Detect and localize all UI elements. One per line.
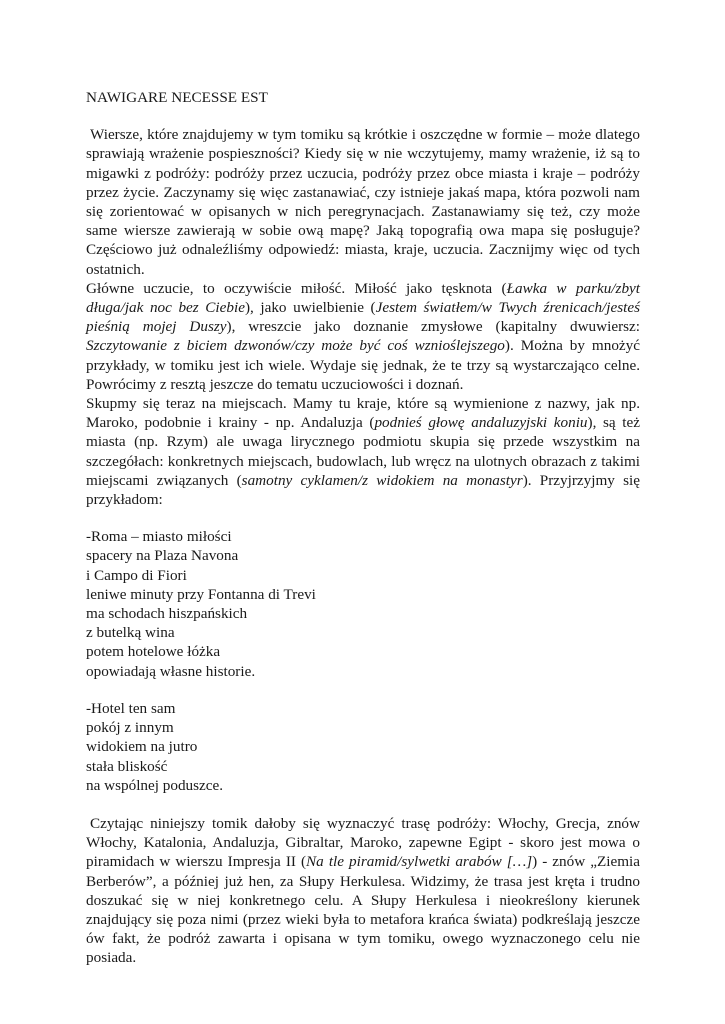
poem-line: -Roma – miasto miłości bbox=[86, 528, 232, 546]
text-run: ). Można by mnożyć przykłady, w tomiku jest ich wiele. Wydaje się jednak, że te trzy są wystarczająco celne. Powrócimy z resztą jeszcze do tematu uczuciowości i doznań. bbox=[86, 337, 641, 393]
poem-line: -Hotel ten sam bbox=[86, 699, 176, 717]
poem-line: potem hotelowe łóżka bbox=[86, 643, 221, 661]
poem-line: na wspólnej poduszce. bbox=[86, 776, 224, 794]
paragraph-feelings bbox=[86, 279, 640, 394]
quote-italic: samotny cyklamen/z widokiem na monastyr bbox=[241, 471, 523, 489]
text-run: ), są też miasta (np. Rzym) ale uwaga lirycznego podmiotu skupia się przede wszystkim na szczegółach: konkretnych miejscach, budowlach, lub wręcz na ulotnych obrazach z takimi miejscami związanych ( bbox=[86, 414, 640, 489]
poem-line: pokój z innym bbox=[86, 719, 174, 737]
text-run: ). Przyjrzyjmy się przykładom: bbox=[86, 471, 640, 509]
quote-italic: Jestem światłem/w Twych źrenicach/jesteś pieśnią mojej Duszy bbox=[86, 299, 640, 336]
document-page bbox=[86, 88, 640, 968]
poem-line: widokiem na jutro bbox=[86, 738, 198, 756]
quote-italic: Szczytowanie z biciem dzwonów/czy może być coś wznioślejszego bbox=[86, 337, 505, 355]
poem-line: stała bliskość bbox=[86, 757, 168, 775]
quote-italic: Ławka w parku/zbyt długa/jak noc bez Ciebie bbox=[86, 279, 640, 317]
text-run: Czytając niniejszy tomik dałoby się wyznaczyć trasę podróży: Włochy, Grecja, znów Włochy, Katalonia, Andaluzja, Gibraltar, Maroko, zapewne Egipt - skoro jest mowa o piramidach w wierszu Impresja II ( bbox=[86, 814, 640, 871]
paragraph-intro bbox=[86, 125, 640, 279]
poem-line: i Campo di Fiori bbox=[86, 566, 187, 584]
text-run: ), wreszcie jako doznanie zmysłowe (kapitalny dwuwiersz: bbox=[226, 318, 640, 336]
poem-roma bbox=[86, 527, 640, 681]
text-run: Główne uczucie, to oczywiście miłość. Miłość jako tęsknota ( bbox=[86, 279, 507, 297]
quote-italic: Na tle piramid/sylwetki arabów […] bbox=[306, 853, 533, 871]
text-run: ) - znów „Ziemia Berberów”, a później już hen, za Słupy Herkulesa. Widzimy, że trasa jest kręta i trudno doszukać się w niej konkretnego celu. A Słupy Herkulesa i nieokreślony kierunek znajdujący się poza nimi (przez wieki była to metafora krańca świata) podkreślają jeszcze ów fakt, że podróż zawarta i opisana w tym tomiku, owego wyznaczonego celu nie posiada. bbox=[86, 853, 641, 967]
text-run: ), jako uwielbienie ( bbox=[244, 299, 376, 317]
poem-line: z butelką wina bbox=[86, 624, 175, 642]
paragraph-text: Wiersze, które znajdujemy w tym tomiku są krótkie i oszczędne w formie – może dlatego sprawiają wrażenie pospieszności? Kiedy się w nie wczytujemy, mamy wrażenie, iż są to migawki z podróży: podróży przez uczucia, podróży przez obce miasta i kraje – podróży przez życie. Zaczynamy się więc zastanawiać, czy istnieje jakaś mapa, która pozwoli nam się zorientować w opisanych w nich peregrynacjach. Zastanawiamy się też, czy może same wiersze zawierają w sobie ową mapę? Jaką topografią owa mapa się posługuje? Częściowo już odnaleźliśmy odpowiedź: miasta, kraje, uczucia. Zacznijmy więc od tych ostatnich. bbox=[86, 126, 640, 278]
poem-line: leniwe minuty przy Fontanna di Trevi bbox=[86, 585, 316, 603]
text-run: Skupmy się teraz na miejscach. Mamy tu kraje, które są wymienione z nazwy, jak np. Maroko, podobnie i krainy - np. Andaluzja ( bbox=[86, 395, 640, 432]
poem-hotel bbox=[86, 699, 640, 795]
poem-line: opowiadają własne historie. bbox=[86, 662, 256, 680]
paragraph-route bbox=[86, 814, 640, 968]
paragraph-places bbox=[86, 394, 640, 509]
document-title: NAWIGARE NECESSE EST bbox=[86, 89, 268, 106]
quote-italic: podnieś głowę andaluzyjski koniu bbox=[374, 414, 588, 432]
poem-line: ma schodach hiszpańskich bbox=[86, 605, 248, 623]
spacer bbox=[86, 795, 640, 814]
poem-line: spacery na Plaza Navona bbox=[86, 547, 239, 565]
